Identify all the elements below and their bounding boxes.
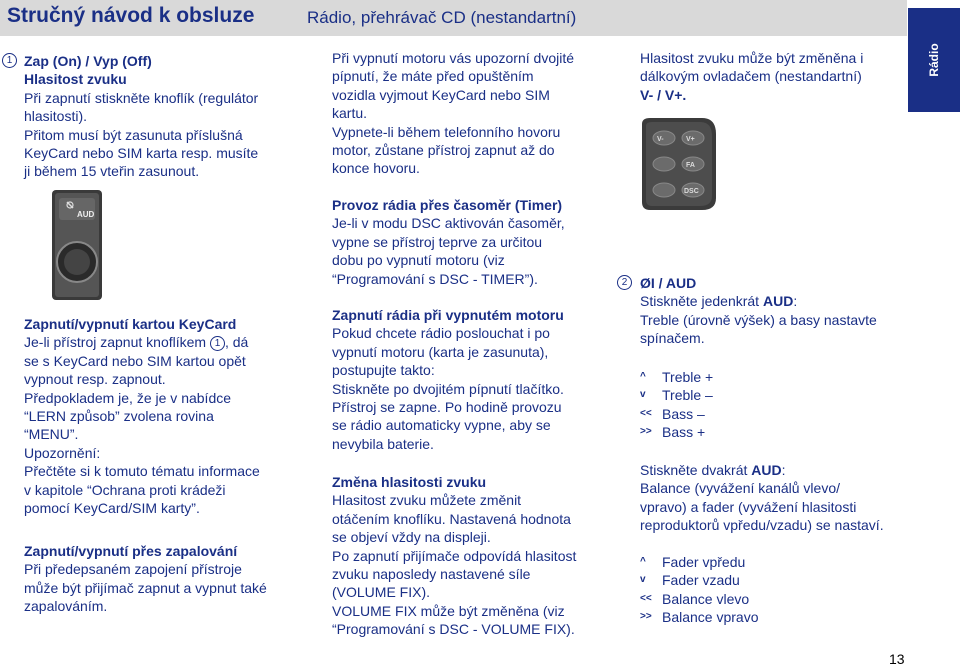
text-line: pomocí KeyCard/SIM karty”. (24, 500, 200, 517)
remote-dsc-label: DSC (684, 188, 699, 195)
text-line: Treble (úrovně výšek) a basy nastavte (640, 311, 877, 328)
treble-bass-list (640, 368, 713, 442)
list-item-label: Treble – (662, 387, 713, 404)
page-number: 13 (889, 651, 905, 667)
col1-heading-ignition: Zapnutí/vypnutí přes zapalování (24, 543, 238, 559)
arrow-down-icon: v (640, 574, 646, 586)
text-line: vypnout resp. zapnout. (24, 371, 166, 388)
text-line: otáčením knoflíku. Nastavená hodnota (332, 510, 571, 527)
text-line (24, 333, 260, 351)
text-line: kartu. (332, 105, 368, 122)
knob-aud-label: AUD (77, 210, 95, 219)
text-line: “Programování s DSC - VOLUME FIX). (332, 621, 575, 638)
text-line: Přečtěte si k tomuto tématu informace (24, 463, 260, 480)
text-line (640, 292, 877, 310)
text-line: se objeví vždy na displeji. (332, 529, 491, 546)
list-item (640, 590, 759, 608)
col2-timer (332, 196, 565, 288)
text-line: pípnutí, že máte před opuštěním (332, 68, 534, 85)
callout-marker-2: 2 (617, 275, 632, 290)
col3-intro (640, 49, 863, 104)
list-item (640, 386, 713, 404)
fader-balance-list (640, 553, 759, 627)
text-line: vypne se přístroj teprve za určitou (332, 233, 543, 250)
text-line: Pokud chcete rádio poslouchat i po (332, 325, 550, 342)
list-item-label: Balance vlevo (662, 590, 750, 607)
text-line: Při vypnutí motoru vás upozorní dvojité (332, 50, 575, 66)
text-line: dálkovým ovladačem (nestandartní) (640, 68, 862, 85)
arrow-down-icon: v (640, 389, 646, 401)
text-line: “MENU”. (24, 426, 79, 443)
text-line: Přístroj se zapne. Po hodině provozu (332, 399, 562, 416)
text-line: Při zapnutí stiskněte knoflík (regulátor (24, 89, 259, 106)
text-line: Předpokladem je, že je v nabídce (24, 389, 232, 406)
text-fragment: : (781, 462, 786, 478)
text-line: Přitom musí být zasunuta příslušná (24, 126, 243, 143)
header-bar (0, 0, 907, 36)
text-line: motor, zůstane přístroj zapnut až do (332, 142, 555, 159)
text-line: Je-li v modu DSC aktivován časoměr, (332, 215, 565, 232)
list-item-label: Balance vpravo (662, 609, 759, 626)
volume-knob-icon (52, 190, 102, 300)
col1-heading-keycard: Zapnutí/vypnutí kartou KeyCard (24, 316, 237, 332)
text-line: v kapitole “Ochrana proti krádeži (24, 481, 226, 498)
callout-marker-1-inline: 1 (210, 336, 225, 351)
remote-v-plus-label: V+ (686, 136, 695, 143)
text-line: “Programování s DSC - TIMER”). (332, 270, 538, 287)
remote-fa-label: FA (686, 162, 695, 169)
text-line: Upozornění: (24, 444, 101, 461)
double-right-icon: >> (640, 426, 652, 438)
remote-control-icon (640, 118, 718, 210)
col2-heading-engine-off: Zapnutí rádia při vypnutém motoru (332, 307, 564, 323)
list-item (640, 368, 713, 386)
list-item-label: Bass + (662, 424, 706, 441)
aud-key-label: AUD (762, 293, 794, 310)
volume-knob-photo (52, 190, 102, 300)
text-fragment: , dá (224, 334, 249, 351)
text-line: může být přijímač zapnut a vypnut také (24, 579, 267, 596)
text-fragment: Je-li přístroj zapnut knoflíkem (24, 334, 207, 351)
double-left-icon: << (640, 592, 652, 604)
text-line: vpravo) a fader (vyvážení hlasitosti (640, 498, 857, 515)
double-right-icon: >> (640, 611, 652, 623)
list-item (640, 423, 713, 441)
col2-heading-volume: Změna hlasitosti zvuku (332, 474, 487, 490)
remote-v-minus-label: V- (657, 136, 664, 143)
list-item-label: Fader vzadu (662, 572, 740, 589)
remote-volume-keys: V- / V+. (640, 86, 687, 103)
list-item (640, 571, 759, 589)
page-subtitle: Rádio, přehrávač CD (nestandartní) (307, 8, 577, 27)
double-left-icon: << (640, 407, 652, 419)
arrow-up-icon: ^ (640, 371, 646, 382)
text-line: zvuku naposledy nastavené síle (332, 566, 531, 583)
text-line: vypnutí motoru (karta je zasunuta), (332, 343, 549, 360)
col2-intro (332, 49, 574, 178)
text-line: (VOLUME FIX). (332, 584, 431, 601)
text-line: Po zapnutí přijímače odpovídá hlasitost (332, 547, 577, 564)
text-line: Hlasitost zvuku může být změněna i (640, 50, 864, 66)
text-line: “LERN způsob” zvolena rovina (24, 408, 214, 425)
text-line: se rádio automaticky vypne, aby se (332, 417, 551, 434)
arrow-up-icon: ^ (640, 556, 646, 567)
text-line: reproduktorů vpředu/vzadu) se nastaví. (640, 517, 884, 534)
text-line: VOLUME FIX může být změněna (viz (332, 602, 565, 619)
remote-control-photo (640, 118, 718, 210)
list-item (640, 405, 713, 423)
list-item-label: Treble + (662, 369, 714, 385)
text-fragment: Stiskněte dvakrát (640, 462, 752, 478)
text-line: Balance (vyvážení kanálů vlevo/ (640, 480, 840, 497)
text-line: konce hovoru. (332, 160, 420, 177)
col3-heading-aud: ØI / AUD (640, 275, 697, 291)
text-line: Při předepsaném zapojení přístroje (24, 561, 242, 578)
text-line: Hlasitost zvuku můžete změnit (332, 492, 522, 509)
col2-heading-timer: Provoz rádia přes časoměr (Timer) (332, 197, 563, 213)
text-line: se s KeyCard nebo SIM kartou opět (24, 352, 246, 369)
page-title: Stručný návod k obsluze (7, 4, 255, 27)
text-line: postupujte takto: (332, 362, 435, 379)
col3-aud (640, 274, 877, 348)
text-line: KeyCard nebo SIM karta resp. musíte (24, 145, 259, 162)
list-item (640, 553, 759, 571)
text-line: spínačem. (640, 330, 705, 347)
section-tab (908, 8, 960, 112)
text-line: Stiskněte po dvojitém pípnutí tlačítko. (332, 380, 564, 397)
section-tab-label: Rádio (927, 43, 941, 77)
text-line: zapalováním. (24, 598, 108, 615)
text-line (640, 461, 884, 479)
col2-engine-off (332, 306, 564, 453)
list-item (640, 608, 759, 626)
text-line: nevybila baterie. (332, 435, 434, 452)
text-line: ji během 15 vteřin zasunout. (24, 163, 200, 180)
text-line: vozidla vyjmout KeyCard nebo SIM (332, 86, 550, 103)
text-fragment: : (793, 293, 798, 310)
text-line: hlasitosti). (24, 108, 88, 125)
col1-heading-volume: Hlasitost zvuku (24, 71, 127, 88)
text-line: Vypnete-li během telefonního hovoru (332, 123, 561, 140)
col1-intro (24, 52, 258, 181)
aud-key-label: AUD (751, 462, 782, 478)
list-item-label: Fader vpředu (662, 554, 746, 570)
list-item-label: Bass – (662, 405, 705, 422)
col2-volume (332, 473, 576, 639)
col3-aud-twice (640, 461, 884, 535)
col1-keycard (24, 315, 260, 517)
text-line: dobu po vypnutí motoru (viz (332, 252, 505, 269)
callout-marker-1: 1 (2, 53, 17, 68)
text-fragment: Stiskněte jedenkrát (640, 293, 763, 310)
col1-ignition (24, 542, 267, 616)
col1-heading-onoff: Zap (On) / Vyp (Off) (24, 53, 152, 69)
